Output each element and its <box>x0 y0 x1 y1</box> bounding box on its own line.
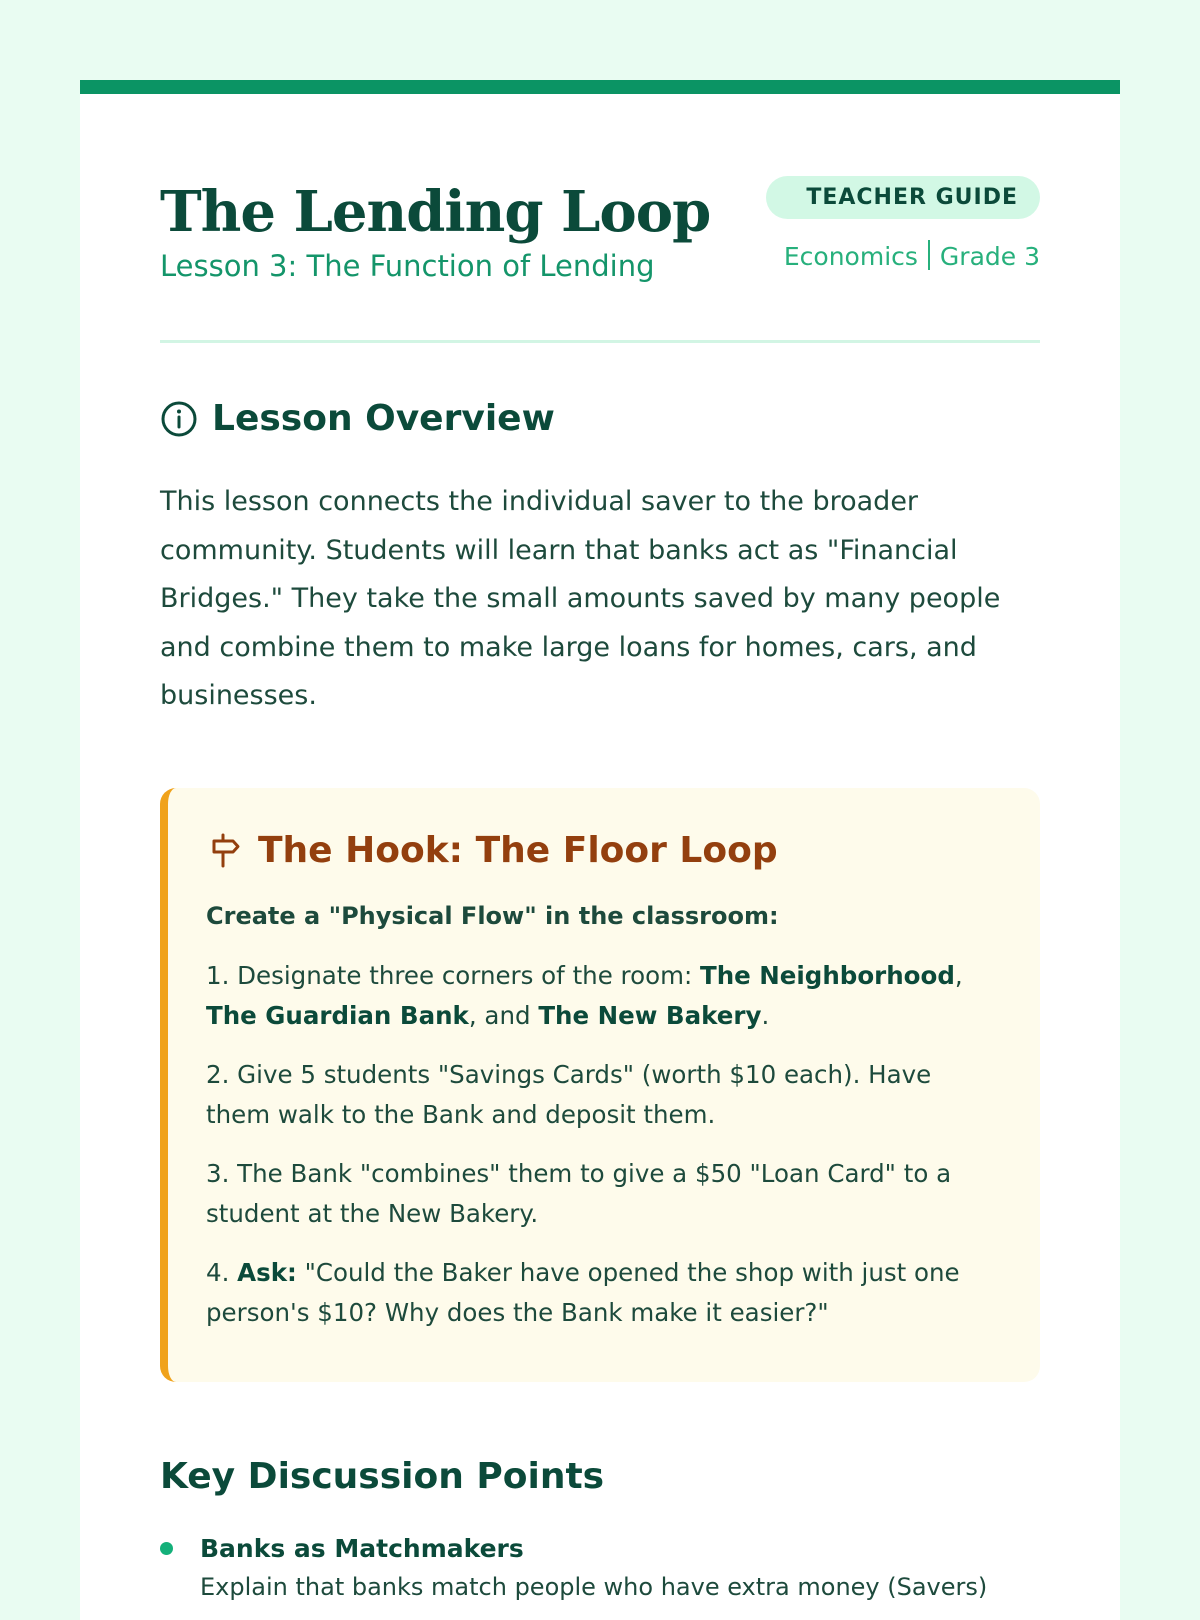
discussion-points <box>160 1530 1040 1606</box>
teacher-guide-badge: TEACHER GUIDE <box>766 176 1040 219</box>
grade-label: Grade 3 <box>939 242 1040 271</box>
step-1-sep: , and <box>468 1001 539 1030</box>
overview-heading <box>160 398 555 439</box>
hook-step-3: 3. The Bank "combines" them to give a $50 "Loan Card" to a student at the New Bakery. <box>206 1159 952 1228</box>
point-title: Banks as Matchmakers <box>200 1534 524 1563</box>
ask-label: Ask: <box>237 1258 297 1287</box>
step-1-text: 1. Designate three corners of the room: <box>206 961 700 990</box>
signpost-icon <box>206 832 244 870</box>
info-circle-icon <box>160 400 198 438</box>
overview-paragraph: This lesson connects the individual saver to the broader community. Students will learn that banks act as "Financial Bridges." They take the small amounts saved by many people and combine them to make large loans for homes, cars, and businesses. <box>160 486 1001 711</box>
step-4-text: "Could the Baker have opened the shop with just one person's $10? Why does the Bank make it easier?" <box>206 1258 960 1327</box>
meta-divider <box>928 240 930 270</box>
place-bakery: The New Bakery <box>538 1001 762 1030</box>
hook-step-1 <box>206 956 996 1036</box>
bullet-dot <box>160 1542 173 1555</box>
step-1-end: . <box>761 1001 770 1030</box>
hook-steps <box>206 956 996 1352</box>
page-title: The Lending Loop <box>160 179 711 245</box>
point-body: Explain that banks match people who have extra money (Savers) <box>200 1573 988 1601</box>
hook-step-4 <box>206 1253 996 1333</box>
lesson-meta <box>784 240 1040 271</box>
lesson-header <box>160 176 1040 284</box>
header-divider <box>160 340 1040 343</box>
place-bank: The Guardian Bank <box>206 1001 469 1030</box>
step-4-number: 4. <box>206 1258 238 1287</box>
hook-intro: Create a "Physical Flow" in the classroom: <box>206 902 779 930</box>
lesson-card <box>80 80 1120 1620</box>
list-item <box>160 1530 1040 1606</box>
discussion-heading: Key Discussion Points <box>160 1456 605 1497</box>
hook-callout <box>160 788 1040 1382</box>
hook-heading <box>206 830 778 871</box>
hook-step-2: 2. Give 5 students "Savings Cards" (worth $10 each). Have them walk to the Bank and deposit them. <box>206 1060 932 1129</box>
subject-label: Economics <box>783 242 918 271</box>
place-neighborhood: The Neighborhood <box>699 961 955 990</box>
hook-heading-text: The Hook: The Floor Loop <box>258 830 778 871</box>
step-1-sep: , <box>954 961 963 990</box>
lesson-subtitle: Lesson 3: The Function of Lending <box>160 249 655 283</box>
overview-heading-text: Lesson Overview <box>212 398 555 439</box>
